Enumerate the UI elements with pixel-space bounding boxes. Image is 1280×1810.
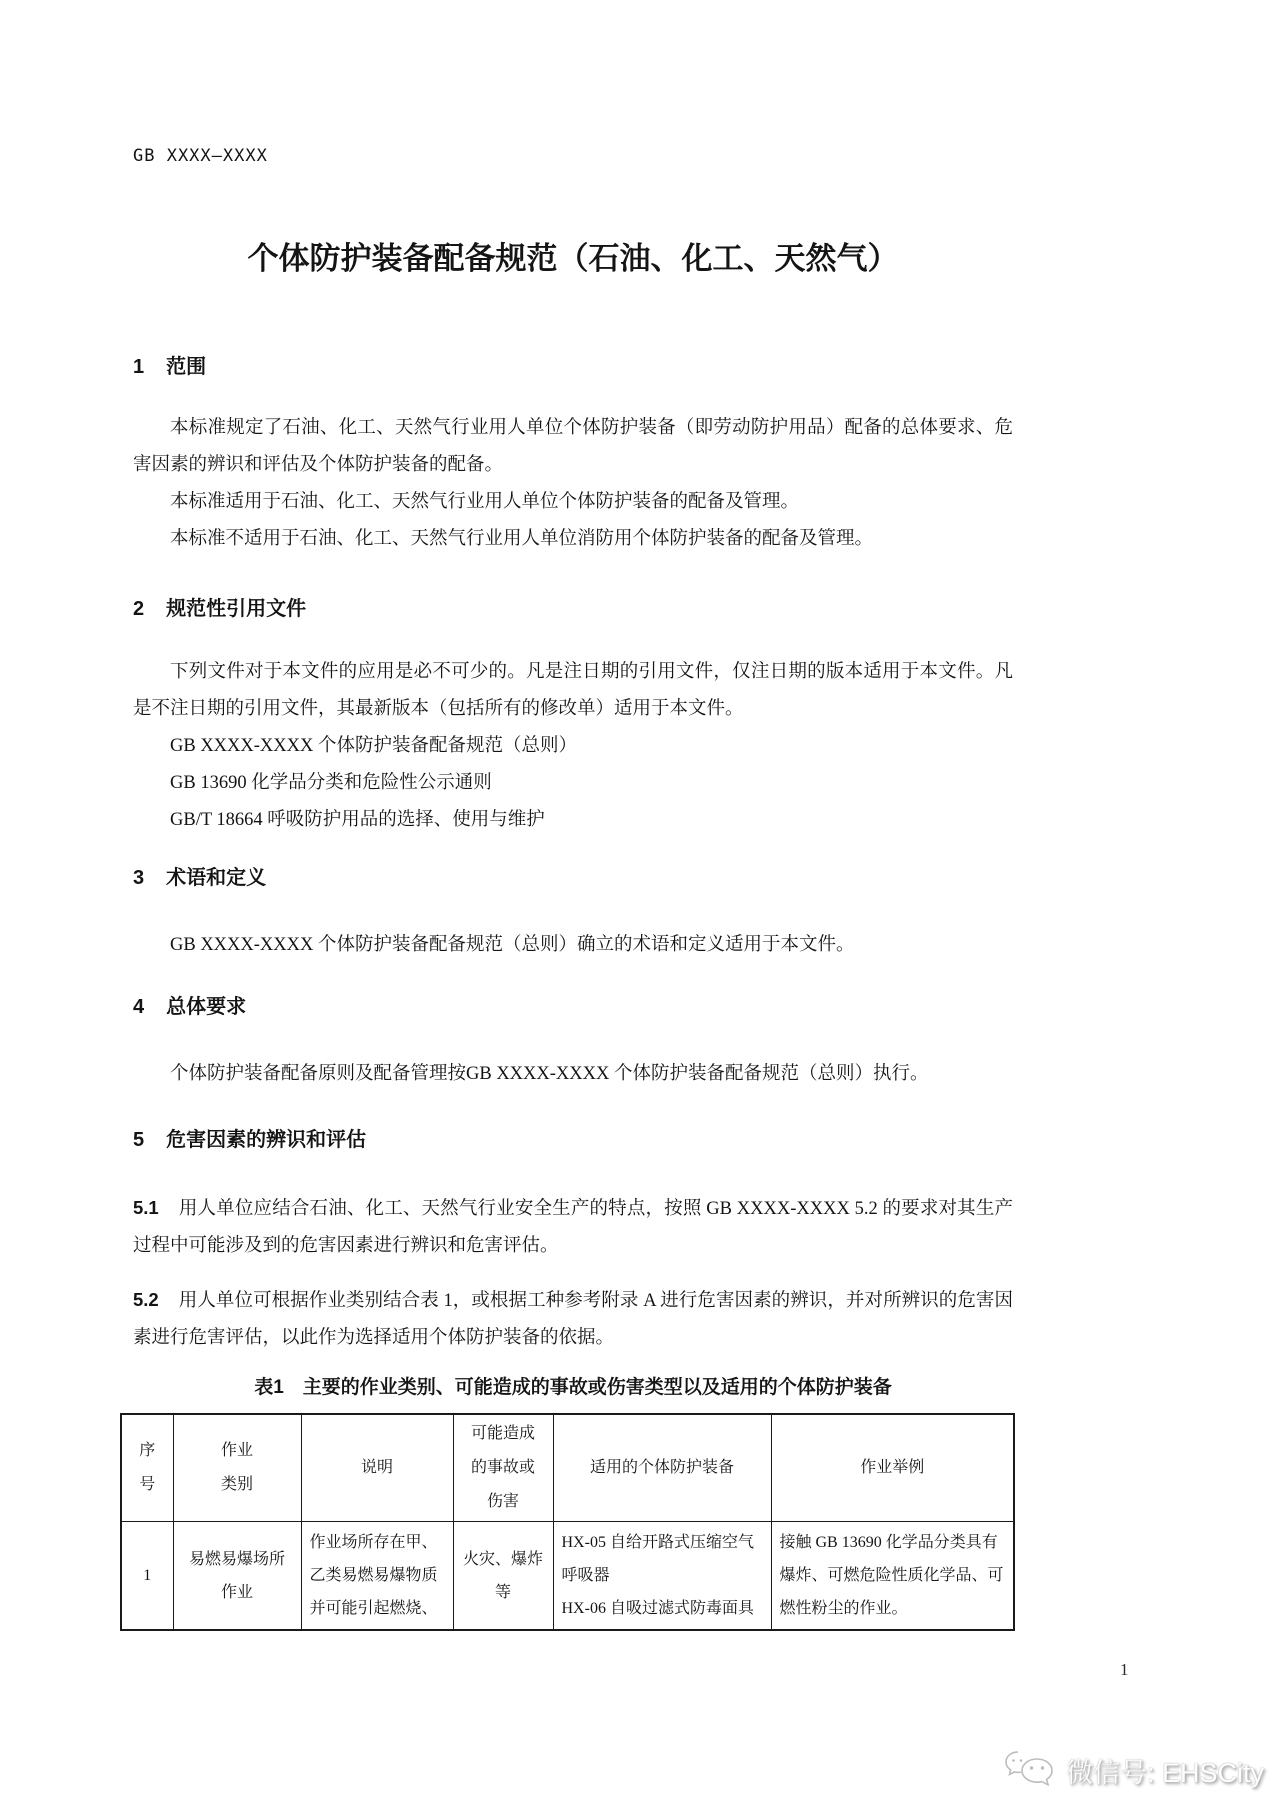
normative-reference: GB XXXX-XXXX 个体防护装备配备规范（总则） <box>170 736 577 756</box>
clause-5-2-number: 5.2 <box>133 1289 159 1310</box>
wechat-icon <box>1004 1746 1058 1795</box>
header-description <box>301 1414 453 1522</box>
clause-5-1-number: 5.1 <box>133 1197 159 1218</box>
section-3-number: 3 <box>133 867 145 889</box>
header-line: 作业 <box>220 1442 253 1459</box>
clause-5-1-text: 用人单位应结合石油、化工、天然气行业安全生产的特点，按照 GB XXXX-XXXX 5.2 的要求对其生产过程中可能涉及到的危害因素进行辨识和危害评估。 <box>133 1199 1013 1256</box>
header-line: 伤害 <box>486 1493 519 1510</box>
section-3-paragraph: GB XXXX-XXXX 个体防护装备配备规范（总则）确立的术语和定义适用于本文件。 <box>170 935 855 955</box>
cell-job-category: 易燃易爆场所作业 <box>173 1522 301 1631</box>
section-3-heading <box>133 865 1013 891</box>
normative-reference: GB/T 18664 呼吸防护用品的选择、使用与维护 <box>170 810 545 830</box>
cell-applicable-ppe <box>553 1522 771 1631</box>
clause-5-2 <box>133 1281 1013 1357</box>
clause-5-2-text: 用人单位可根据作业类别结合表 1，或根据工种参考附录 A 进行危害因素的辨识，并对所辨识的危害因素进行危害评估，以此作为选择适用个体防护装备的依据。 <box>133 1291 1013 1348</box>
table-row <box>121 1522 1014 1631</box>
section-3-title: 术语和定义 <box>166 867 267 889</box>
header-line: 类别 <box>220 1476 253 1493</box>
clause-5-1 <box>133 1189 1013 1265</box>
normative-reference: GB 13690 化学品分类和危险性公示通则 <box>170 773 492 793</box>
section-2-intro: 下列文件对于本文件的应用是必不可少的。凡是注日期的引用文件，仅注日期的版本适用于本文件。凡是不注日期的引用文件，其最新版本（包括所有的修改单）适用于本文件。 <box>133 662 1013 719</box>
header-line: 号 <box>139 1476 156 1493</box>
section-4-number: 4 <box>133 996 145 1018</box>
section-2-heading <box>133 596 1013 622</box>
standard-code: GB XXXX—XXXX <box>133 146 268 166</box>
header-job-category <box>173 1414 301 1522</box>
section-1-paragraph: 本标准规定了石油、化工、天然气行业用人单位个体防护装备（即劳动防护用品）配备的总体要求、危害因素的辨识和评估及个体防护装备的配备。 <box>133 418 1013 475</box>
section-5-heading <box>133 1127 1013 1153</box>
header-line: 作业举例 <box>860 1459 925 1476</box>
section-2-number: 2 <box>133 598 145 620</box>
header-job-examples <box>771 1414 1014 1522</box>
header-possible-accident <box>453 1414 553 1522</box>
cell-possible-accident: 火灾、爆炸等 <box>453 1522 553 1631</box>
ppe-item: HX-05 自给开路式压缩空气呼吸器 <box>561 1534 754 1584</box>
section-1-number: 1 <box>133 356 145 378</box>
header-line: 的事故或 <box>470 1459 535 1476</box>
page-number: 1 <box>1120 1660 1129 1679</box>
header-line: 适用的个体防护装备 <box>589 1459 734 1476</box>
cell-seq-no: 1 <box>121 1522 173 1631</box>
section-1-heading <box>133 354 1013 380</box>
header-line: 序 <box>139 1442 156 1459</box>
section-4-paragraph: 个体防护装备配备原则及配备管理按GB XXXX-XXXX 个体防护装备配备规范（总则）执行。 <box>170 1064 929 1084</box>
section-1-paragraph: 本标准适用于石油、化工、天然气行业用人单位个体防护装备的配备及管理。 <box>170 492 800 512</box>
cell-job-examples: 接触 GB 13690 化学品分类具有爆炸、可燃危险性质化学品、可燃性粉尘的作业。 <box>771 1522 1014 1631</box>
document-title: 个体防护装备配备规范（石油、化工、天然气） <box>247 241 899 276</box>
table-header-row <box>121 1414 1014 1522</box>
watermark-label: 微信号: EHSCity <box>1065 1758 1264 1788</box>
section-4-title: 总体要求 <box>166 996 247 1018</box>
section-5-title: 危害因素的辨识和评估 <box>166 1129 367 1151</box>
section-1-paragraph: 本标准不适用于石油、化工、天然气行业用人单位消防用个体防护装备的配备及管理。 <box>170 529 874 549</box>
cell-description: 作业场所存在甲、乙类易燃易爆物质并可能引起燃烧、 <box>301 1522 453 1631</box>
section-4-heading <box>133 994 1013 1020</box>
table-1-caption: 表1 主要的作业类别、可能造成的事故或伤害类型以及适用的个体防护装备 <box>254 1377 892 1398</box>
header-line: 可能造成 <box>470 1425 535 1442</box>
section-1-title: 范围 <box>166 356 207 378</box>
header-applicable-ppe <box>553 1414 771 1522</box>
table-1 <box>120 1413 1015 1631</box>
watermark <box>1004 1746 1264 1795</box>
ppe-item: HX-06 自吸过滤式防毒面具 <box>561 1600 754 1617</box>
section-2-title: 规范性引用文件 <box>166 598 307 620</box>
header-seq-no <box>121 1414 173 1522</box>
section-5-number: 5 <box>133 1129 145 1151</box>
header-line: 说明 <box>360 1459 393 1476</box>
